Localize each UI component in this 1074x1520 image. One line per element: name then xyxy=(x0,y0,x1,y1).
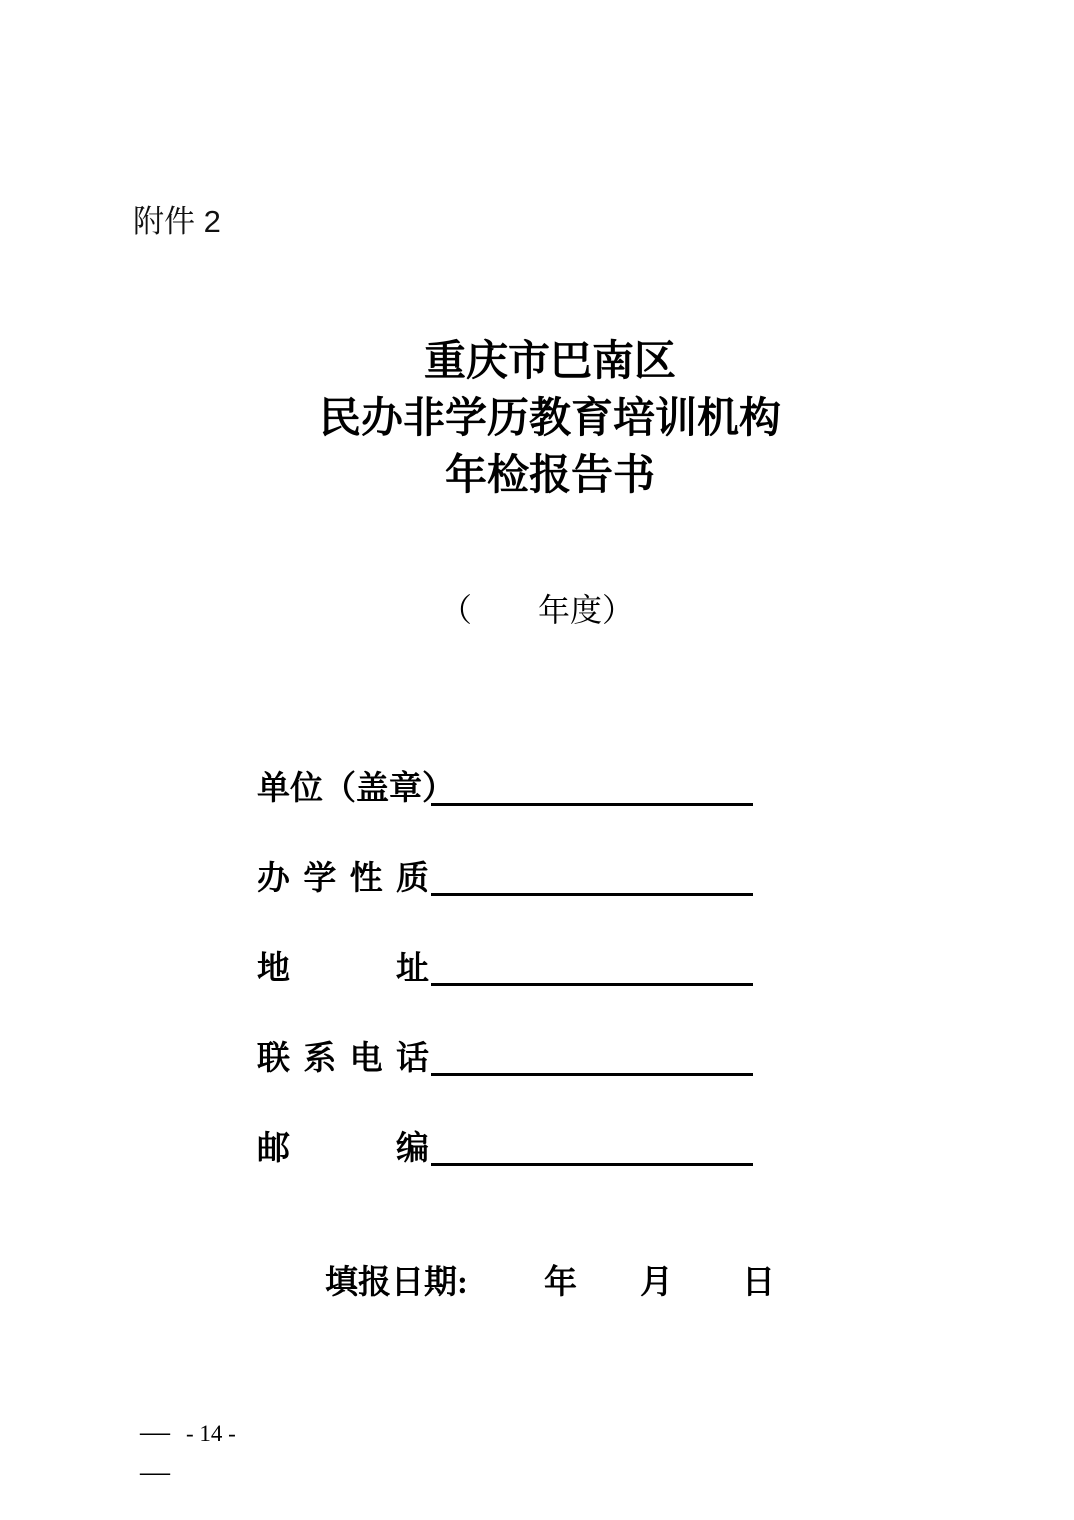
footer-dash-top: — xyxy=(140,1415,170,1448)
year-open-paren: （ xyxy=(439,592,472,628)
field-row-contact-phone xyxy=(257,1038,757,1076)
footer-dash-bottom: — xyxy=(140,1455,170,1488)
field-blank-school-nature xyxy=(431,859,753,896)
field-blank-address xyxy=(431,949,753,986)
date-day-label: 日 xyxy=(742,1265,775,1301)
title-line-3: 年检报告书 xyxy=(444,453,655,499)
document-title xyxy=(20,334,1074,505)
year-label: 年度 xyxy=(537,592,602,628)
year-blank xyxy=(472,620,538,621)
date-line xyxy=(325,1262,775,1304)
title-line-2: 民办非学历教育培训机构 xyxy=(318,396,781,442)
year-line xyxy=(0,588,1074,632)
field-blank-contact-phone xyxy=(431,1039,753,1076)
field-row-postal-code xyxy=(257,1128,757,1166)
field-blank-postal-code xyxy=(431,1129,753,1166)
field-row-school-nature xyxy=(257,858,757,896)
date-year-label: 年 xyxy=(544,1265,577,1301)
field-blank-unit-seal xyxy=(431,769,753,806)
field-label-contact-phone: 联系电话 xyxy=(257,1041,429,1077)
field-label-unit-seal: 单位（盖章） xyxy=(257,771,455,807)
title-line-1: 重庆市巴南区 xyxy=(423,339,676,385)
field-label-address: 地址 xyxy=(257,951,429,987)
date-month-label: 月 xyxy=(640,1265,673,1301)
field-row-unit-seal xyxy=(257,768,757,806)
field-row-address xyxy=(257,948,757,986)
attachment-label: 附件 2 xyxy=(133,204,221,239)
field-label-postal-code: 邮编 xyxy=(257,1131,429,1167)
date-label: 填报日期: xyxy=(325,1265,468,1301)
page-number: - 14 - xyxy=(186,1421,236,1446)
year-close-paren: ） xyxy=(602,592,635,628)
field-label-school-nature: 办学性质 xyxy=(257,861,429,897)
